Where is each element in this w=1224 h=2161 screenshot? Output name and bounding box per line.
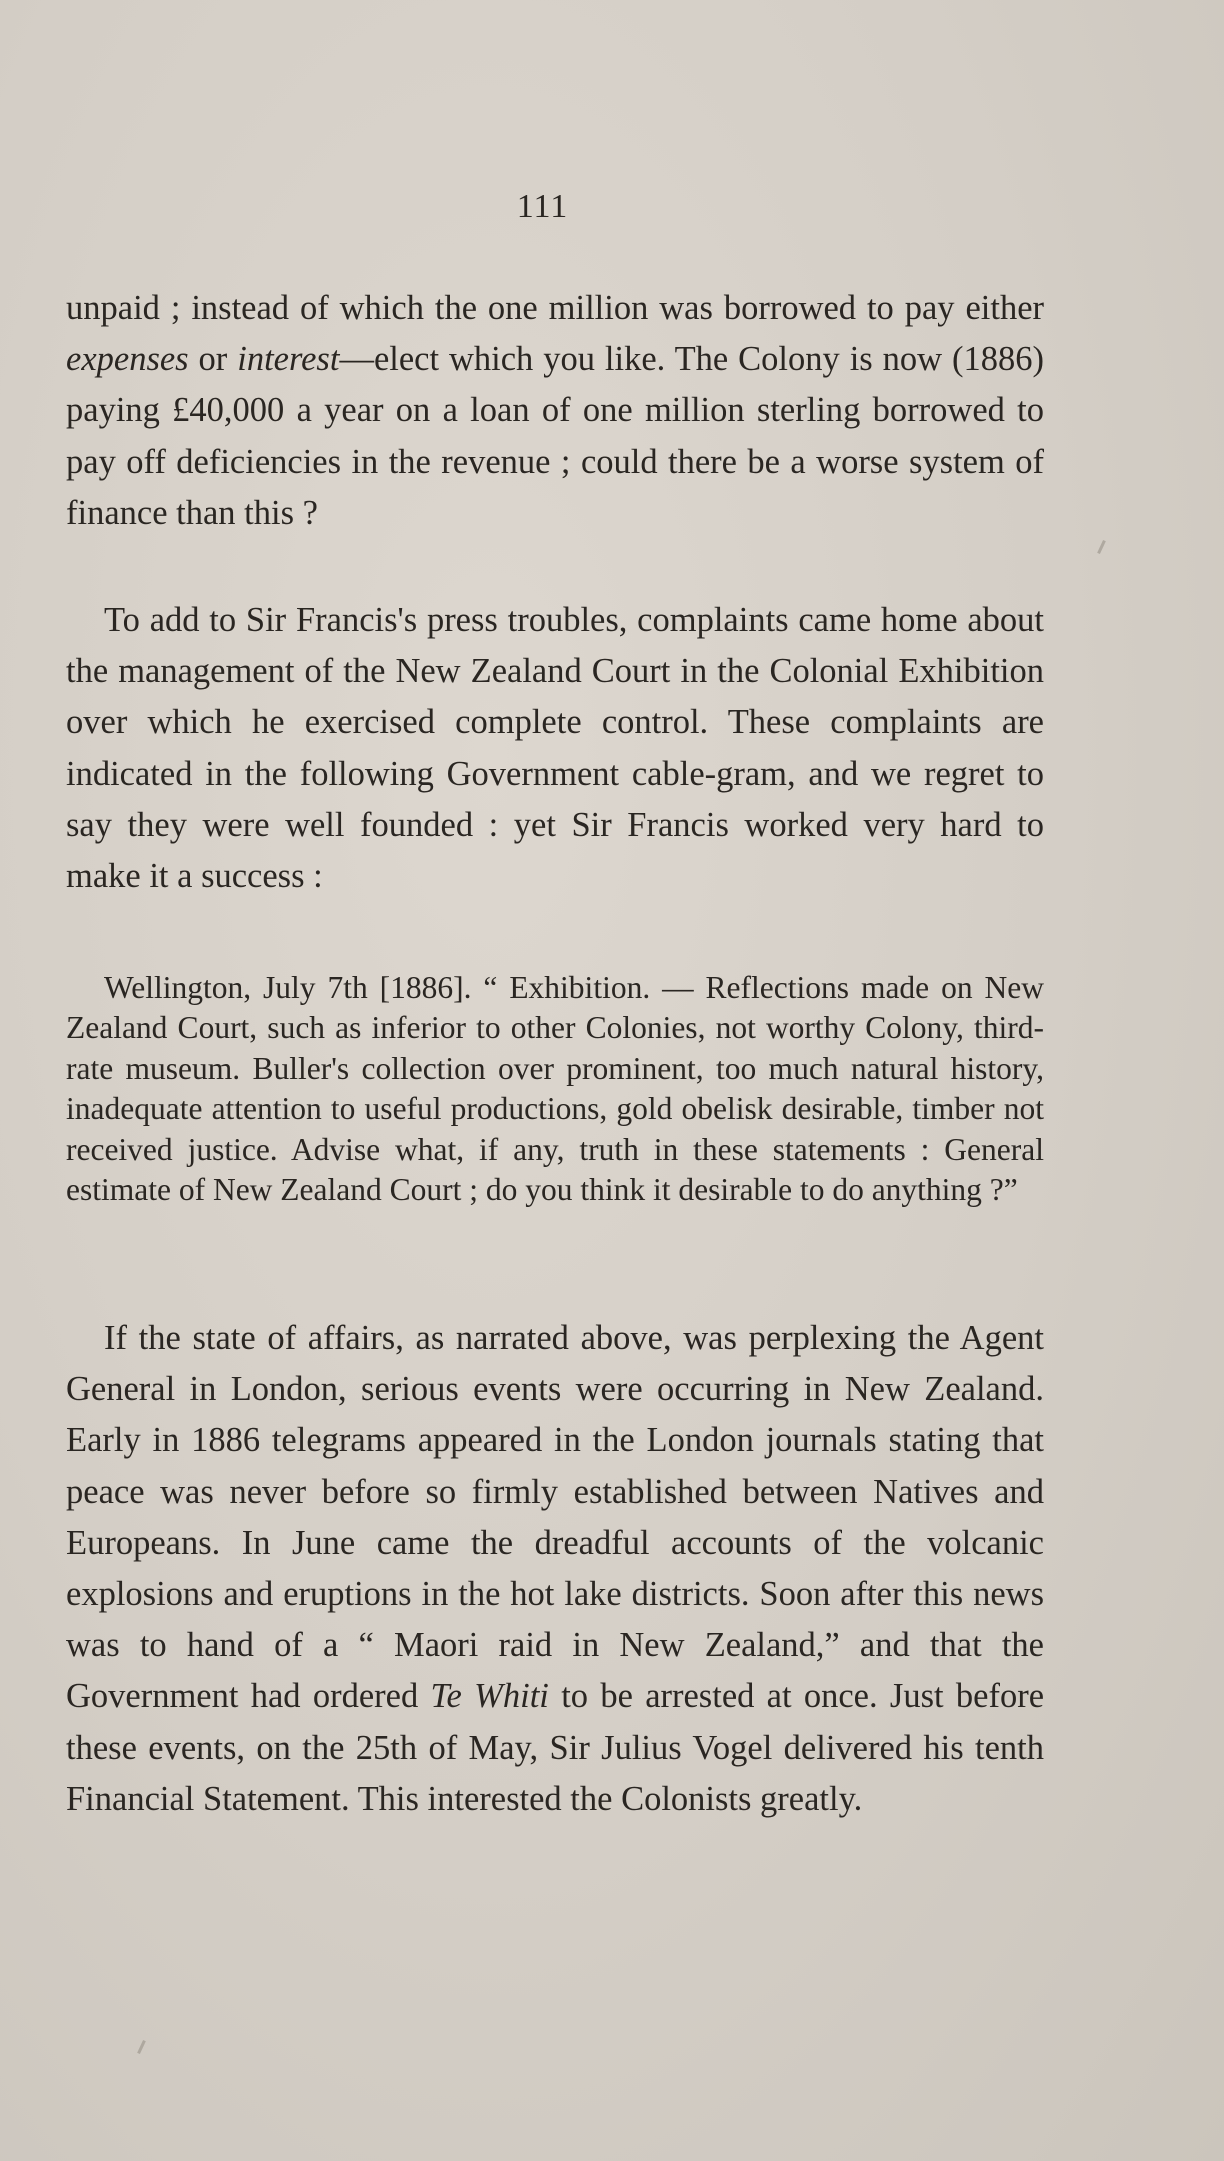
italic-te-whiti: Te Whiti (430, 1677, 549, 1716)
paper-speck (1097, 540, 1106, 554)
page-number: 111 (516, 188, 569, 225)
italic-interest: interest (237, 340, 340, 379)
paper-speck (137, 2040, 146, 2054)
cablegram-quote (66, 968, 1044, 1210)
paragraph-press-troubles-text: To add to Sir Francis's press troubles, complaints came home about the management of the New Zealand Court in the Colonial Exhibition over which he exercised complete control. These complaints are indicated in the following Government cable-gram, and we regret to say they were well founded : yet Sir Francis worked very hard to make it a success : (66, 601, 1044, 896)
cablegram-quote-text: Wellington, July 7th [1886]. “ Exhibition. — Reflections made on New Zealand Court, such as inferior to other Colonies, not worthy Colony, third-rate museum. Buller's collection over prominent, too much natural history, inadequate attention to useful productions, gold obelisk desirable, timber not received justice. Advise what, if any, truth in these statements : General estimate of New Zealand Court ; do you think it desirable to do anything ?” (66, 970, 1044, 1208)
paragraph-press-troubles (66, 595, 1044, 902)
paragraph-unpaid-part3: —elect which you like. The Colony is now (1886) paying £40,000 a year on a loan of one million sterling borrowed to pay off deficiencies in the revenue ; could there be a worse system of finance than this ? (66, 340, 1044, 532)
paragraph-state-of-affairs (66, 1313, 1044, 1825)
italic-expenses: expenses (66, 340, 189, 379)
paragraph-state-of-affairs-text (66, 1313, 1044, 1825)
paragraph-unpaid (66, 283, 1044, 539)
paragraph-state-part2: to be arrested at once. Just before these events, on the 25th of May, Sir Julius Vogel delivered his tenth Financial Statement. This interested the Colonists greatly. (66, 1677, 1045, 1818)
paragraph-unpaid-part2: or (188, 340, 238, 379)
paragraph-state-part1: If the state of affairs, as narrated above, was perplexing the Agent General in London, serious events were occurring in New Zealand. Early in 1886 telegrams appeared in the London journals stating that peace was never before so firmly established between Natives and Europeans. In June came the dreadful accounts of the volcanic explosions and eruptions in the hot lake districts. Soon after this news was to hand of a “ Maori raid in New Zealand,” and that the Government had ordered (66, 1319, 1044, 1716)
paragraph-unpaid-part1: unpaid ; instead of which the one million was borrowed to pay either (66, 289, 1044, 327)
paragraph-unpaid-text (66, 283, 1044, 539)
